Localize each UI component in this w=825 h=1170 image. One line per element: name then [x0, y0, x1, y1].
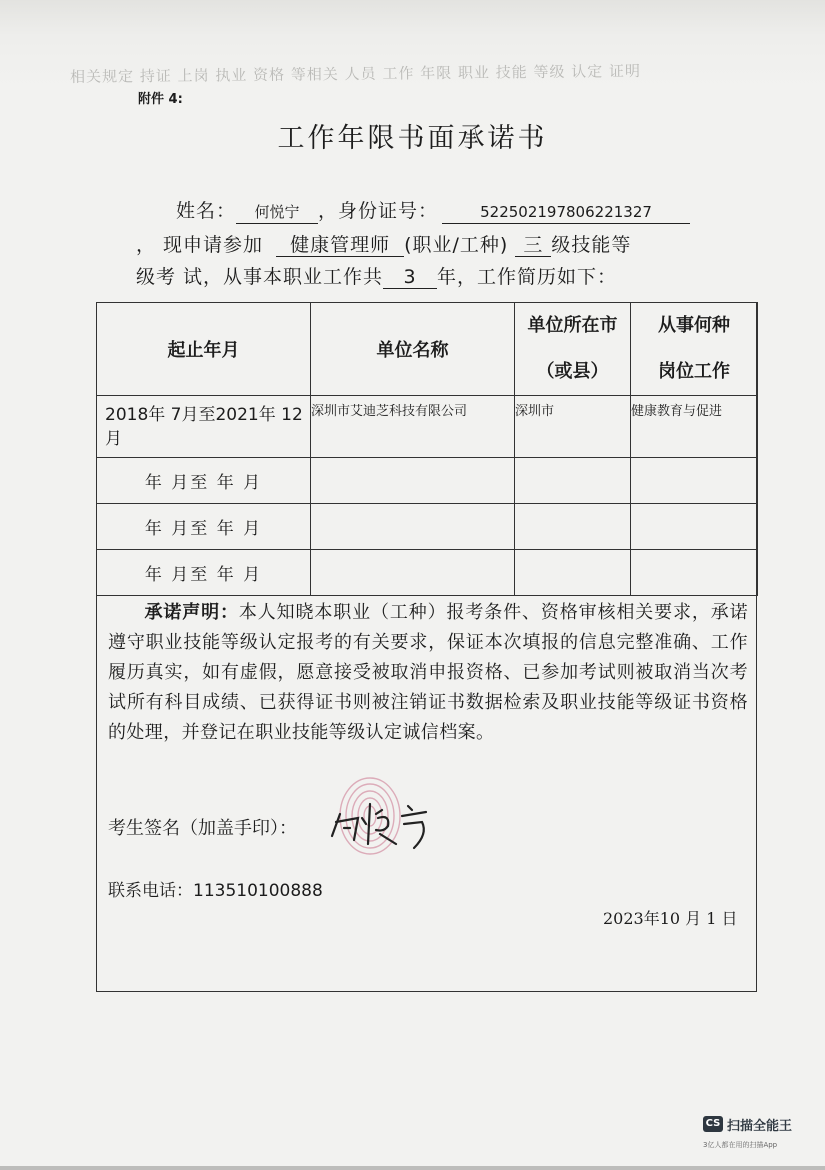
row-1-city: 深圳市: [515, 396, 631, 458]
row-1-position: 健康教育与促进: [631, 396, 758, 458]
applicant-line-1: [176, 196, 690, 224]
table-row: [97, 396, 758, 458]
contact-phone: [108, 876, 323, 901]
header-employer: 单位名称: [311, 303, 515, 396]
signature-label: 考生签名（加盖手印）：: [108, 818, 297, 839]
header-city: [515, 303, 631, 396]
line3-prefix: 级考 试，从事本职业工作共: [136, 266, 384, 288]
header-position-line-2: 岗位工作: [658, 361, 730, 382]
applicant-name: 何悦宁: [236, 201, 318, 224]
row-2-position: [631, 458, 758, 504]
bleed-through-text: 相关规定 持证 上岗 执业 资格 等相关 人员 工作 年限 职业 技能 等级 认定 证明: [69, 62, 642, 86]
row-4-position: [631, 550, 758, 596]
header-city-line-1: 单位所在市: [527, 315, 618, 336]
row-3-city: [515, 504, 631, 550]
camscanner-tagline: 3亿人都在用的扫描App: [703, 1141, 778, 1149]
years: 3: [383, 266, 437, 289]
row-2-period: 年 月至 年 月: [97, 458, 311, 504]
row-3-position: [631, 504, 758, 550]
camscanner-name: 扫描全能王: [727, 1119, 793, 1134]
line3-suffix: 年，工作简历如下：: [437, 266, 618, 288]
pledge-statement: [108, 598, 748, 748]
table-row: [97, 550, 758, 596]
level: 三: [515, 234, 551, 257]
row-1-employer: 深圳市艾迪芝科技有限公司: [311, 396, 515, 458]
phone-label: 联系电话：: [108, 881, 193, 901]
id-label: ，身份证号：: [318, 200, 439, 222]
apply-prefix: ， 现申请参加: [136, 234, 264, 256]
table-header-row: [97, 303, 758, 396]
attachment-label: 附件 4:: [138, 92, 183, 107]
header-position-line-1: 从事何种: [658, 315, 730, 336]
table-row: [97, 458, 758, 504]
occupation: 健康管理师: [276, 234, 404, 257]
phone-number: 113510100888: [193, 881, 323, 901]
occupation-suffix: (职业/工种): [404, 234, 509, 256]
row-3-period: 年 月至 年 月: [97, 504, 311, 550]
header-period: 起止年月: [97, 303, 311, 396]
header-position: [631, 303, 758, 396]
name-label: 姓名：: [176, 200, 237, 222]
scan-bottom-edge: [0, 1166, 825, 1170]
applicant-line-3: [136, 262, 617, 289]
table-row: [97, 504, 758, 550]
pledge-label: 承诺声明：: [144, 602, 239, 623]
row-2-city: [515, 458, 631, 504]
camscanner-logo-icon: CS: [703, 1116, 723, 1132]
document-title: 工作年限书面承诺书: [277, 123, 548, 154]
row-4-period: 年 月至 年 月: [97, 550, 311, 596]
row-1-period: 2018年 7月至2021年 12月: [97, 396, 311, 458]
level-suffix: 级技能等: [551, 234, 632, 256]
row-2-employer: [311, 458, 515, 504]
row-4-employer: [311, 550, 515, 596]
row-4-city: [515, 550, 631, 596]
pledge-text: 本人知晓本职业（工种）报考条件、资格审核相关要求，承诺遵守职业技能等级认定报考的有关要求，保证本次填报的信息完整准确、工作履历真实，如有虚假，愿意接受被取消申报资格、已参加考试则被取消当次考试所有科目成绩、已获得证书则被注销证书数据检索及职业技能等级证书资格的处理，并登记在职业技能等级认定诚信档案。: [108, 602, 748, 743]
id-number: 522502197806221327: [442, 201, 690, 224]
handwritten-signature: [318, 774, 458, 864]
applicant-line-2: [136, 230, 631, 257]
sign-date: 2023年10 月 1 日: [603, 909, 738, 928]
header-city-line-2: （或县）: [536, 361, 609, 382]
row-3-employer: [311, 504, 515, 550]
work-history-table: [96, 302, 758, 596]
